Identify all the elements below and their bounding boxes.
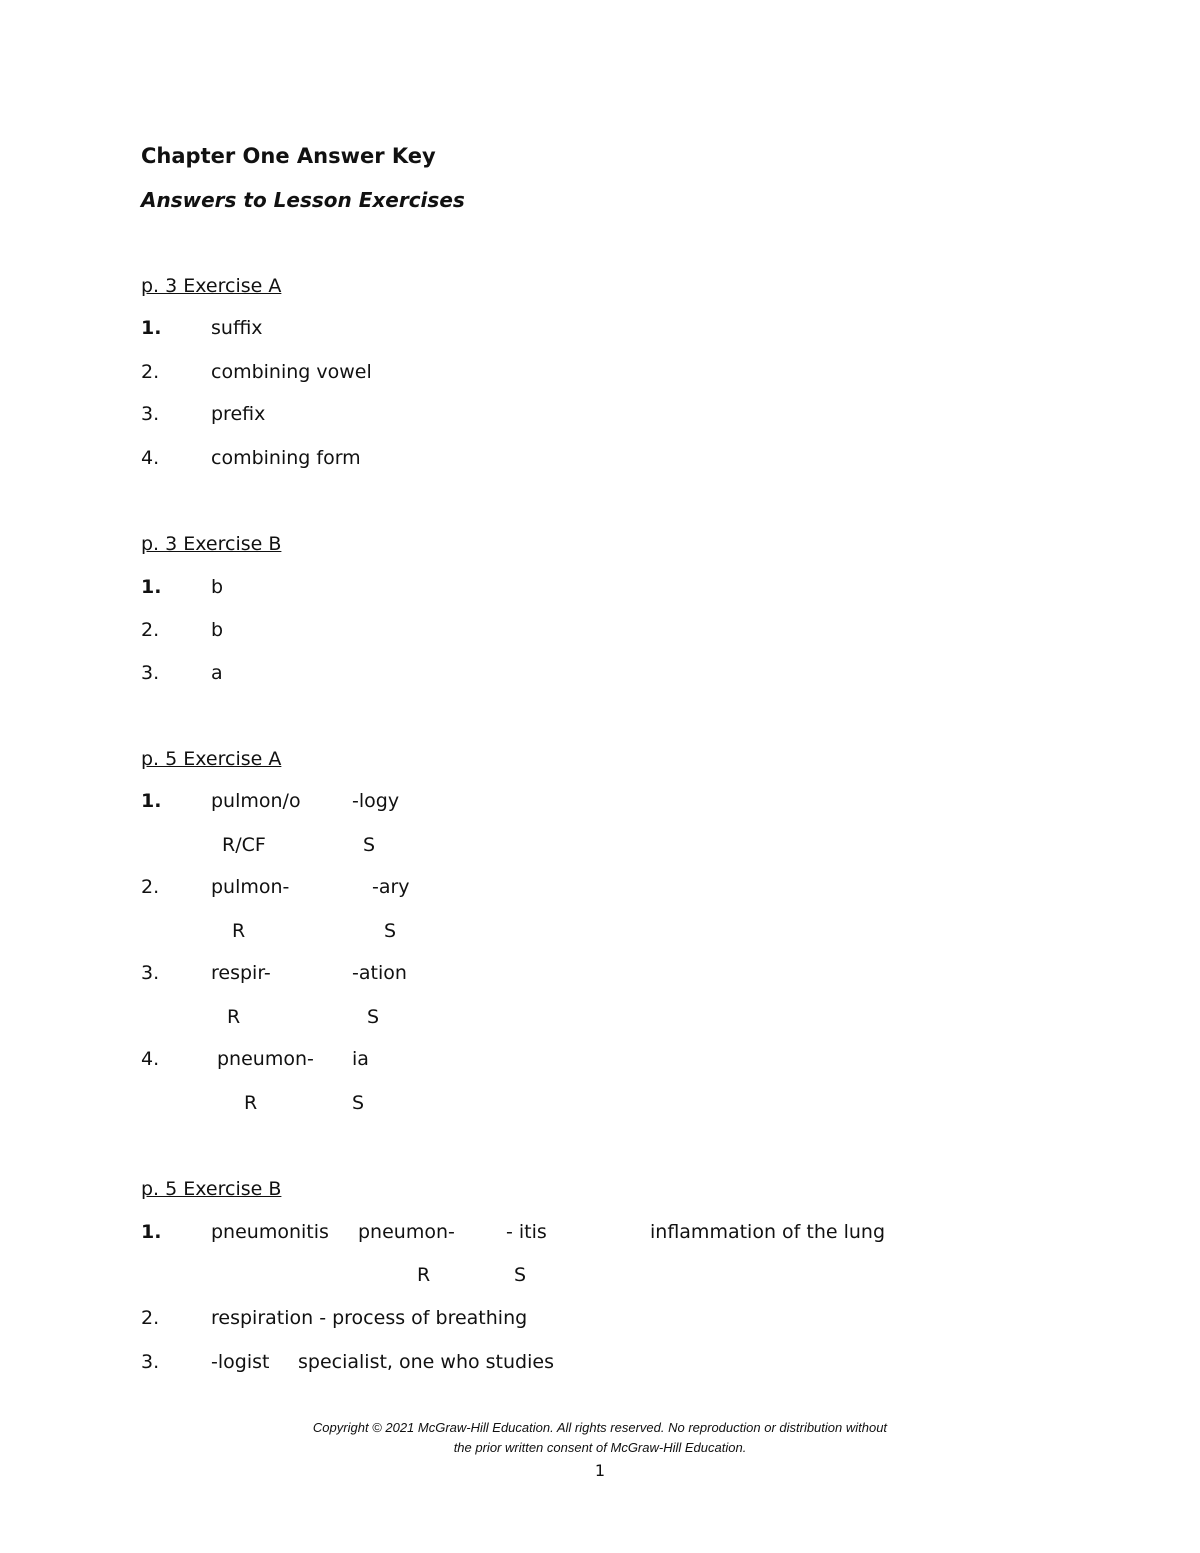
word-part-suffix: -logist (211, 1351, 270, 1373)
part-label: R (244, 1092, 258, 1114)
page-title: Chapter One Answer Key (141, 144, 436, 168)
answer-text: b (211, 576, 224, 598)
answer-text: respiration - process of breathing (211, 1307, 528, 1329)
part-label: S (367, 1006, 380, 1028)
part-label: R (417, 1264, 431, 1286)
section-heading-p3-exercise-b: p. 3 Exercise B (141, 533, 282, 555)
item-number: 2. (141, 876, 160, 898)
part-label: R/CF (222, 834, 266, 856)
answer-text: prefix (211, 403, 266, 425)
item-number: 1. (141, 1221, 162, 1243)
word-part-suffix: -ary (372, 876, 410, 898)
item-number: 3. (141, 1351, 160, 1373)
term-word: pneumonitis (211, 1221, 329, 1243)
item-number: 2. (141, 619, 160, 641)
item-number: 4. (141, 447, 160, 469)
section-heading-p3-exercise-a: p. 3 Exercise A (141, 275, 282, 297)
answer-text: combining vowel (211, 361, 372, 383)
part-label: S (352, 1092, 365, 1114)
part-label: S (514, 1264, 527, 1286)
answer-text: suffix (211, 317, 263, 339)
word-part-suffix: - itis (506, 1221, 547, 1243)
word-part-root: pulmon- (211, 876, 290, 898)
answer-text: b (211, 619, 224, 641)
term-meaning: inflammation of the lung (650, 1221, 886, 1243)
section-heading-p5-exercise-b: p. 5 Exercise B (141, 1178, 282, 1200)
item-number: 3. (141, 403, 160, 425)
page-number: 1 (594, 1461, 606, 1480)
answer-text: a (211, 662, 223, 684)
word-part-suffix: ia (352, 1048, 369, 1070)
part-label: S (384, 920, 397, 942)
copyright-line-1: Copyright © 2021 McGraw-Hill Education. All rights reserved. No reproduction or distribution without (312, 1420, 888, 1435)
part-label: S (363, 834, 376, 856)
word-part-root: respir- (211, 962, 271, 984)
word-part-suffix: -ation (352, 962, 407, 984)
term-meaning: specialist, one who studies (298, 1351, 554, 1373)
word-part-root: pneumon- (217, 1048, 314, 1070)
item-number: 3. (141, 962, 160, 984)
page-subtitle: Answers to Lesson Exercises (141, 188, 465, 212)
item-number: 2. (141, 361, 160, 383)
word-part-root: pneumon- (358, 1221, 455, 1243)
word-part-suffix: -logy (352, 790, 400, 812)
section-heading-p5-exercise-a: p. 5 Exercise A (141, 748, 282, 770)
item-number: 1. (141, 317, 162, 339)
item-number: 3. (141, 662, 160, 684)
item-number: 4. (141, 1048, 160, 1070)
part-label: R (232, 920, 246, 942)
copyright-line-2: the prior written consent of McGraw-Hill Education. (453, 1440, 747, 1455)
item-number: 2. (141, 1307, 160, 1329)
answer-text: combining form (211, 447, 361, 469)
item-number: 1. (141, 790, 162, 812)
item-number: 1. (141, 576, 162, 598)
part-label: R (227, 1006, 241, 1028)
word-part-root: pulmon/o (211, 790, 301, 812)
